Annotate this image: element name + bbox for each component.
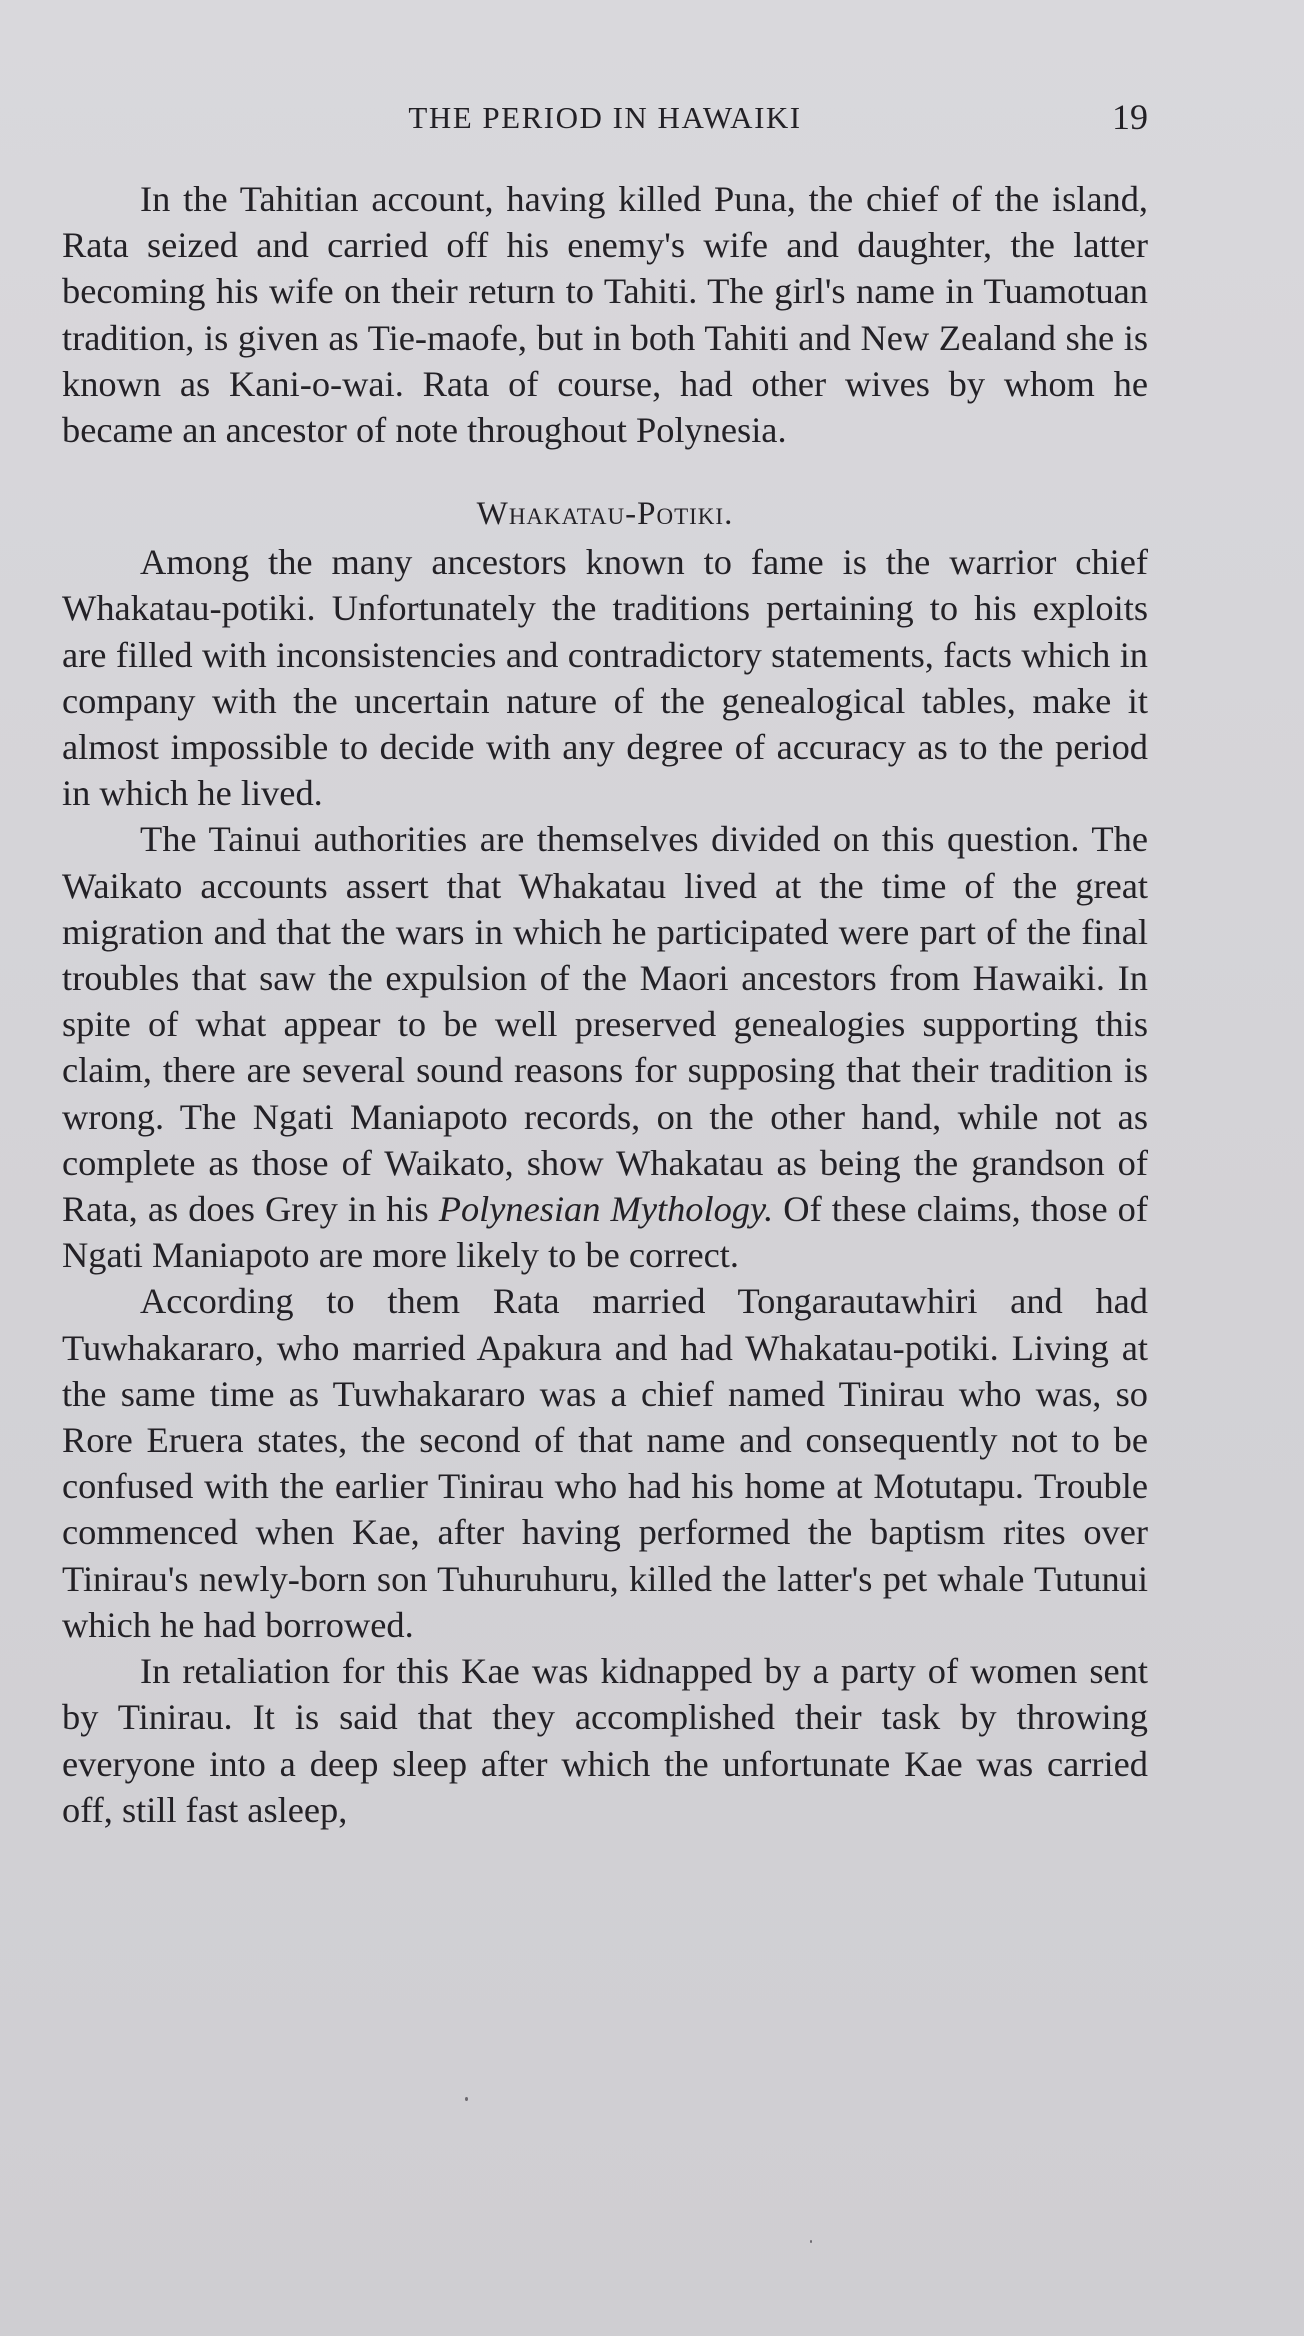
paragraph-3 bbox=[62, 816, 1148, 1278]
page-number: 19 bbox=[1112, 97, 1148, 137]
book-title: Polynesian Mythology. bbox=[438, 1189, 774, 1230]
paragraph-3-text-a: The Tainui authorities are themselves divided on this question. The Waikato accounts assert that Whakatau lived at the time of the great migration and that the wars in which he participated were part of the final troubles that saw the expulsion of the Maori ancestors from Hawaiki. In spite of what appear to be well preserved genealogies supporting this claim, there are several sound reasons for supposing that their tradition is wrong. The Ngati Maniapoto records, on the other hand, while not as complete as those of Waikato, show Whakatau as being the grandson of Rata, as does Grey in his bbox=[62, 819, 1148, 1230]
section-heading: Whakatau-Potiki. bbox=[476, 496, 734, 533]
paragraph-2: Among the many ancestors known to fame is the warrior chief Whakatau-potiki. Unfortunately the traditions pertaining to his exploits are filled with inconsistencies and contradictory statements, facts which in company with the uncertain nature of the genealogical tables, make it almost impossible to decide with any degree of accuracy as to the period in which he lived. bbox=[62, 542, 1148, 814]
running-title: THE PERIOD IN HAWAIKI bbox=[408, 100, 802, 135]
paragraph-5: In retaliation for this Kae was kidnapped by a party of women sent by Tinirau. It is said that they accomplished their task by throwing everyone into a deep sleep after which the unfortunate Kae was carried off, still fast asleep, bbox=[62, 1651, 1148, 1830]
paragraph-4: According to them Rata married Tongarautawhiri and had Tuwhakararo, who married Apakura and had Whakatau-potiki. Living at the same time as Tuwhakararo was a chief named Tinirau who was, so Rore Eruera states, the second of that name and consequently not to be confused with the earlier Tinirau who had his home at Motutapu. Trouble commenced when Kae, after having performed the baptism rites over Tinirau's newly-born son Tuhuruhuru, killed the latter's pet whale Tutunui which he had borrowed. bbox=[62, 1281, 1148, 1645]
paragraph-3-text-b: Of these claims, those of Ngati Maniapoto are more likely to be correct. bbox=[62, 1189, 1148, 1276]
paper-speck bbox=[810, 2240, 812, 2243]
paper-speck bbox=[465, 2097, 468, 2101]
running-head bbox=[62, 96, 1148, 140]
paragraph-1: In the Tahitian account, having killed Puna, the chief of the island, Rata seized and carried off his enemy's wife and daughter, the latter becoming his wife on their return to Tahiti. The girl's name in Tuamotuan tradition, is given as Tie-maofe, but in both Tahiti and New Zealand she is known as Kani-o-wai. Rata of course, had other wives by whom he became an ancestor of note throughout Polynesia. bbox=[62, 179, 1148, 451]
body-text bbox=[62, 176, 1148, 1833]
